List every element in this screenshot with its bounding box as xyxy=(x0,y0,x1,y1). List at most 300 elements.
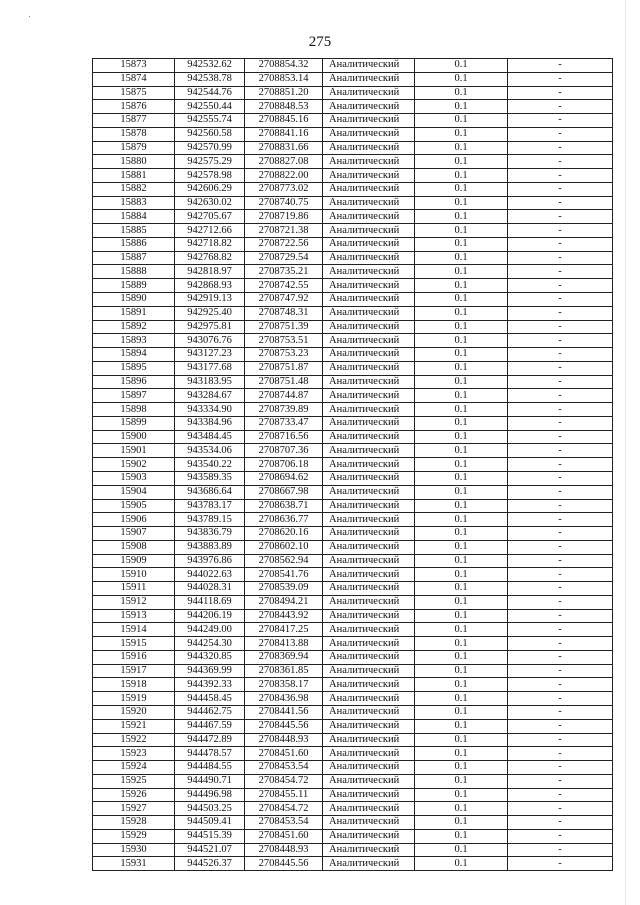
accuracy-cell: 0.1 xyxy=(415,774,508,788)
method-cell: Аналитический xyxy=(323,788,415,802)
y-coordinate-cell: 2708636.77 xyxy=(245,513,323,527)
y-coordinate-cell: 2708739.89 xyxy=(245,403,323,417)
point-number-cell: 15899 xyxy=(93,416,175,430)
accuracy-cell: 0.1 xyxy=(415,416,508,430)
note-cell: - xyxy=(508,59,613,73)
note-cell: - xyxy=(508,444,613,458)
y-coordinate-cell: 2708827.08 xyxy=(245,155,323,169)
table-row xyxy=(93,86,613,100)
note-cell: - xyxy=(508,114,613,128)
x-coordinate-cell: 942538.78 xyxy=(175,72,245,86)
note-cell: - xyxy=(508,664,613,678)
method-cell: Аналитический xyxy=(323,196,415,210)
note-cell: - xyxy=(508,430,613,444)
note-cell: - xyxy=(508,499,613,513)
table-row xyxy=(93,692,613,706)
point-number-cell: 15905 xyxy=(93,499,175,513)
method-cell: Аналитический xyxy=(323,458,415,472)
method-cell: Аналитический xyxy=(323,471,415,485)
y-coordinate-cell: 2708453.54 xyxy=(245,761,323,775)
accuracy-cell: 0.1 xyxy=(415,86,508,100)
method-cell: Аналитический xyxy=(323,637,415,651)
point-number-cell: 15918 xyxy=(93,678,175,692)
table-row xyxy=(93,774,613,788)
accuracy-cell: 0.1 xyxy=(415,265,508,279)
y-coordinate-cell: 2708453.54 xyxy=(245,816,323,830)
note-cell: - xyxy=(508,719,613,733)
point-number-cell: 15882 xyxy=(93,182,175,196)
x-coordinate-cell: 942712.66 xyxy=(175,224,245,238)
method-cell: Аналитический xyxy=(323,237,415,251)
point-number-cell: 15908 xyxy=(93,540,175,554)
accuracy-cell: 0.1 xyxy=(415,788,508,802)
x-coordinate-cell: 942705.67 xyxy=(175,210,245,224)
note-cell: - xyxy=(508,623,613,637)
method-cell: Аналитический xyxy=(323,540,415,554)
table-row xyxy=(93,348,613,362)
point-number-cell: 15898 xyxy=(93,403,175,417)
accuracy-cell: 0.1 xyxy=(415,59,508,73)
table-row xyxy=(93,458,613,472)
y-coordinate-cell: 2708740.75 xyxy=(245,196,323,210)
table-row xyxy=(93,527,613,541)
method-cell: Аналитический xyxy=(323,389,415,403)
accuracy-cell: 0.1 xyxy=(415,114,508,128)
point-number-cell: 15894 xyxy=(93,348,175,362)
method-cell: Аналитический xyxy=(323,141,415,155)
table-row xyxy=(93,141,613,155)
method-cell: Аналитический xyxy=(323,843,415,857)
y-coordinate-cell: 2708822.00 xyxy=(245,169,323,183)
y-coordinate-cell: 2708451.60 xyxy=(245,829,323,843)
point-number-cell: 15916 xyxy=(93,650,175,664)
y-coordinate-cell: 2708706.18 xyxy=(245,458,323,472)
point-number-cell: 15930 xyxy=(93,843,175,857)
y-coordinate-cell: 2708848.53 xyxy=(245,100,323,114)
method-cell: Аналитический xyxy=(323,59,415,73)
method-cell: Аналитический xyxy=(323,692,415,706)
x-coordinate-cell: 944472.89 xyxy=(175,733,245,747)
point-number-cell: 15923 xyxy=(93,747,175,761)
method-cell: Аналитический xyxy=(323,444,415,458)
table-row xyxy=(93,485,613,499)
x-coordinate-cell: 944118.69 xyxy=(175,595,245,609)
point-number-cell: 15910 xyxy=(93,568,175,582)
x-coordinate-cell: 944490.71 xyxy=(175,774,245,788)
table-row xyxy=(93,293,613,307)
method-cell: Аналитический xyxy=(323,609,415,623)
method-cell: Аналитический xyxy=(323,568,415,582)
y-coordinate-cell: 2708443.92 xyxy=(245,609,323,623)
x-coordinate-cell: 944392.33 xyxy=(175,678,245,692)
note-cell: - xyxy=(508,816,613,830)
point-number-cell: 15892 xyxy=(93,320,175,334)
note-cell: - xyxy=(508,86,613,100)
method-cell: Аналитический xyxy=(323,816,415,830)
accuracy-cell: 0.1 xyxy=(415,719,508,733)
point-number-cell: 15897 xyxy=(93,389,175,403)
accuracy-cell: 0.1 xyxy=(415,348,508,362)
point-number-cell: 15885 xyxy=(93,224,175,238)
accuracy-cell: 0.1 xyxy=(415,169,508,183)
x-coordinate-cell: 942570.99 xyxy=(175,141,245,155)
note-cell: - xyxy=(508,237,613,251)
accuracy-cell: 0.1 xyxy=(415,430,508,444)
note-cell: - xyxy=(508,774,613,788)
y-coordinate-cell: 2708721.38 xyxy=(245,224,323,238)
point-number-cell: 15919 xyxy=(93,692,175,706)
accuracy-cell: 0.1 xyxy=(415,293,508,307)
y-coordinate-cell: 2708753.51 xyxy=(245,334,323,348)
method-cell: Аналитический xyxy=(323,279,415,293)
method-cell: Аналитический xyxy=(323,733,415,747)
table-row xyxy=(93,747,613,761)
y-coordinate-cell: 2708716.56 xyxy=(245,430,323,444)
table-row xyxy=(93,224,613,238)
note-cell: - xyxy=(508,609,613,623)
point-number-cell: 15911 xyxy=(93,582,175,596)
accuracy-cell: 0.1 xyxy=(415,609,508,623)
x-coordinate-cell: 942718.82 xyxy=(175,237,245,251)
point-number-cell: 15904 xyxy=(93,485,175,499)
x-coordinate-cell: 943540.22 xyxy=(175,458,245,472)
y-coordinate-cell: 2708454.72 xyxy=(245,774,323,788)
y-coordinate-cell: 2708694.62 xyxy=(245,471,323,485)
point-number-cell: 15880 xyxy=(93,155,175,169)
accuracy-cell: 0.1 xyxy=(415,678,508,692)
accuracy-cell: 0.1 xyxy=(415,182,508,196)
accuracy-cell: 0.1 xyxy=(415,458,508,472)
point-number-cell: 15914 xyxy=(93,623,175,637)
x-coordinate-cell: 943284.67 xyxy=(175,389,245,403)
accuracy-cell: 0.1 xyxy=(415,650,508,664)
page-number: 275 xyxy=(308,34,332,50)
note-cell: - xyxy=(508,788,613,802)
method-cell: Аналитический xyxy=(323,320,415,334)
x-coordinate-cell: 942555.74 xyxy=(175,114,245,128)
x-coordinate-cell: 943789.15 xyxy=(175,513,245,527)
y-coordinate-cell: 2708451.60 xyxy=(245,747,323,761)
note-cell: - xyxy=(508,527,613,541)
x-coordinate-cell: 942532.62 xyxy=(175,59,245,73)
method-cell: Аналитический xyxy=(323,375,415,389)
accuracy-cell: 0.1 xyxy=(415,306,508,320)
method-cell: Аналитический xyxy=(323,265,415,279)
table-row xyxy=(93,169,613,183)
y-coordinate-cell: 2708773.02 xyxy=(245,182,323,196)
table-row xyxy=(93,761,613,775)
table-row xyxy=(93,540,613,554)
x-coordinate-cell: 942578.98 xyxy=(175,169,245,183)
x-coordinate-cell: 942768.82 xyxy=(175,251,245,265)
table-row xyxy=(93,72,613,86)
point-number-cell: 15878 xyxy=(93,127,175,141)
point-number-cell: 15931 xyxy=(93,857,175,871)
accuracy-cell: 0.1 xyxy=(415,568,508,582)
table-row xyxy=(93,816,613,830)
point-number-cell: 15893 xyxy=(93,334,175,348)
note-cell: - xyxy=(508,265,613,279)
table-row xyxy=(93,568,613,582)
y-coordinate-cell: 2708445.56 xyxy=(245,719,323,733)
accuracy-cell: 0.1 xyxy=(415,664,508,678)
method-cell: Аналитический xyxy=(323,72,415,86)
x-coordinate-cell: 943976.86 xyxy=(175,554,245,568)
method-cell: Аналитический xyxy=(323,210,415,224)
note-cell: - xyxy=(508,829,613,843)
method-cell: Аналитический xyxy=(323,403,415,417)
table-row xyxy=(93,678,613,692)
note-cell: - xyxy=(508,389,613,403)
point-number-cell: 15881 xyxy=(93,169,175,183)
x-coordinate-cell: 944478.57 xyxy=(175,747,245,761)
note-cell: - xyxy=(508,582,613,596)
accuracy-cell: 0.1 xyxy=(415,582,508,596)
accuracy-cell: 0.1 xyxy=(415,100,508,114)
accuracy-cell: 0.1 xyxy=(415,237,508,251)
x-coordinate-cell: 942630.02 xyxy=(175,196,245,210)
note-cell: - xyxy=(508,761,613,775)
x-coordinate-cell: 942818.97 xyxy=(175,265,245,279)
point-number-cell: 15874 xyxy=(93,72,175,86)
point-number-cell: 15888 xyxy=(93,265,175,279)
table-row xyxy=(93,334,613,348)
point-number-cell: 15913 xyxy=(93,609,175,623)
method-cell: Аналитический xyxy=(323,513,415,527)
x-coordinate-cell: 942868.93 xyxy=(175,279,245,293)
note-cell: - xyxy=(508,375,613,389)
point-number-cell: 15912 xyxy=(93,595,175,609)
table-row xyxy=(93,843,613,857)
method-cell: Аналитический xyxy=(323,224,415,238)
y-coordinate-cell: 2708445.56 xyxy=(245,857,323,871)
y-coordinate-cell: 2708441.56 xyxy=(245,705,323,719)
method-cell: Аналитический xyxy=(323,114,415,128)
point-number-cell: 15915 xyxy=(93,637,175,651)
method-cell: Аналитический xyxy=(323,774,415,788)
x-coordinate-cell: 942606.29 xyxy=(175,182,245,196)
note-cell: - xyxy=(508,843,613,857)
y-coordinate-cell: 2708831.66 xyxy=(245,141,323,155)
note-cell: - xyxy=(508,595,613,609)
accuracy-cell: 0.1 xyxy=(415,403,508,417)
table-row xyxy=(93,265,613,279)
accuracy-cell: 0.1 xyxy=(415,747,508,761)
point-number-cell: 15876 xyxy=(93,100,175,114)
method-cell: Аналитический xyxy=(323,182,415,196)
accuracy-cell: 0.1 xyxy=(415,210,508,224)
y-coordinate-cell: 2708454.72 xyxy=(245,802,323,816)
accuracy-cell: 0.1 xyxy=(415,705,508,719)
y-coordinate-cell: 2708719.86 xyxy=(245,210,323,224)
method-cell: Аналитический xyxy=(323,306,415,320)
note-cell: - xyxy=(508,554,613,568)
method-cell: Аналитический xyxy=(323,86,415,100)
accuracy-cell: 0.1 xyxy=(415,361,508,375)
table-row xyxy=(93,664,613,678)
x-coordinate-cell: 943484.45 xyxy=(175,430,245,444)
note-cell: - xyxy=(508,155,613,169)
method-cell: Аналитический xyxy=(323,430,415,444)
table-row xyxy=(93,114,613,128)
point-number-cell: 15928 xyxy=(93,816,175,830)
table-row xyxy=(93,609,613,623)
x-coordinate-cell: 943334.90 xyxy=(175,403,245,417)
table-row xyxy=(93,444,613,458)
y-coordinate-cell: 2708751.48 xyxy=(245,375,323,389)
y-coordinate-cell: 2708413.88 xyxy=(245,637,323,651)
scan-edge-line xyxy=(625,0,626,905)
accuracy-cell: 0.1 xyxy=(415,733,508,747)
method-cell: Аналитический xyxy=(323,582,415,596)
y-coordinate-cell: 2708845.16 xyxy=(245,114,323,128)
point-number-cell: 15900 xyxy=(93,430,175,444)
note-cell: - xyxy=(508,169,613,183)
scan-speck xyxy=(29,16,30,17)
x-coordinate-cell: 943183.95 xyxy=(175,375,245,389)
x-coordinate-cell: 944320.85 xyxy=(175,650,245,664)
table-row xyxy=(93,403,613,417)
table-row xyxy=(93,320,613,334)
y-coordinate-cell: 2708748.31 xyxy=(245,306,323,320)
y-coordinate-cell: 2708841.16 xyxy=(245,127,323,141)
note-cell: - xyxy=(508,348,613,362)
y-coordinate-cell: 2708753.23 xyxy=(245,348,323,362)
note-cell: - xyxy=(508,224,613,238)
y-coordinate-cell: 2708358.17 xyxy=(245,678,323,692)
x-coordinate-cell: 943883.89 xyxy=(175,540,245,554)
point-number-cell: 15886 xyxy=(93,237,175,251)
y-coordinate-cell: 2708602.10 xyxy=(245,540,323,554)
table-row xyxy=(93,251,613,265)
x-coordinate-cell: 944022.63 xyxy=(175,568,245,582)
point-number-cell: 15890 xyxy=(93,293,175,307)
y-coordinate-cell: 2708539.09 xyxy=(245,582,323,596)
accuracy-cell: 0.1 xyxy=(415,485,508,499)
note-cell: - xyxy=(508,182,613,196)
x-coordinate-cell: 942925.40 xyxy=(175,306,245,320)
point-number-cell: 15907 xyxy=(93,527,175,541)
x-coordinate-cell: 943076.76 xyxy=(175,334,245,348)
y-coordinate-cell: 2708620.16 xyxy=(245,527,323,541)
y-coordinate-cell: 2708562.94 xyxy=(245,554,323,568)
y-coordinate-cell: 2708742.55 xyxy=(245,279,323,293)
method-cell: Аналитический xyxy=(323,251,415,265)
point-number-cell: 15889 xyxy=(93,279,175,293)
x-coordinate-cell: 942550.44 xyxy=(175,100,245,114)
point-number-cell: 15927 xyxy=(93,802,175,816)
x-coordinate-cell: 944521.07 xyxy=(175,843,245,857)
point-number-cell: 15884 xyxy=(93,210,175,224)
point-number-cell: 15925 xyxy=(93,774,175,788)
point-number-cell: 15929 xyxy=(93,829,175,843)
point-number-cell: 15873 xyxy=(93,59,175,73)
accuracy-cell: 0.1 xyxy=(415,513,508,527)
x-coordinate-cell: 944526.37 xyxy=(175,857,245,871)
y-coordinate-cell: 2708361.85 xyxy=(245,664,323,678)
table-row xyxy=(93,595,613,609)
note-cell: - xyxy=(508,403,613,417)
accuracy-cell: 0.1 xyxy=(415,375,508,389)
x-coordinate-cell: 943534.06 xyxy=(175,444,245,458)
table-row xyxy=(93,582,613,596)
accuracy-cell: 0.1 xyxy=(415,816,508,830)
table-row xyxy=(93,733,613,747)
table-row xyxy=(93,499,613,513)
x-coordinate-cell: 943127.23 xyxy=(175,348,245,362)
x-coordinate-cell: 944369.99 xyxy=(175,664,245,678)
point-number-cell: 15887 xyxy=(93,251,175,265)
note-cell: - xyxy=(508,678,613,692)
note-cell: - xyxy=(508,306,613,320)
point-number-cell: 15877 xyxy=(93,114,175,128)
note-cell: - xyxy=(508,72,613,86)
method-cell: Аналитический xyxy=(323,100,415,114)
y-coordinate-cell: 2708667.98 xyxy=(245,485,323,499)
method-cell: Аналитический xyxy=(323,293,415,307)
table-row xyxy=(93,59,613,73)
x-coordinate-cell: 944458.45 xyxy=(175,692,245,706)
method-cell: Аналитический xyxy=(323,155,415,169)
accuracy-cell: 0.1 xyxy=(415,320,508,334)
note-cell: - xyxy=(508,361,613,375)
table-row xyxy=(93,637,613,651)
accuracy-cell: 0.1 xyxy=(415,334,508,348)
point-number-cell: 15924 xyxy=(93,761,175,775)
note-cell: - xyxy=(508,210,613,224)
method-cell: Аналитический xyxy=(323,554,415,568)
y-coordinate-cell: 2708707.36 xyxy=(245,444,323,458)
coordinates-table xyxy=(92,58,613,871)
accuracy-cell: 0.1 xyxy=(415,279,508,293)
y-coordinate-cell: 2708851.20 xyxy=(245,86,323,100)
note-cell: - xyxy=(508,416,613,430)
y-coordinate-cell: 2708369.94 xyxy=(245,650,323,664)
x-coordinate-cell: 943783.17 xyxy=(175,499,245,513)
accuracy-cell: 0.1 xyxy=(415,829,508,843)
y-coordinate-cell: 2708494.21 xyxy=(245,595,323,609)
method-cell: Аналитический xyxy=(323,348,415,362)
y-coordinate-cell: 2708541.76 xyxy=(245,568,323,582)
accuracy-cell: 0.1 xyxy=(415,843,508,857)
x-coordinate-cell: 943589.35 xyxy=(175,471,245,485)
point-number-cell: 15883 xyxy=(93,196,175,210)
accuracy-cell: 0.1 xyxy=(415,444,508,458)
method-cell: Аналитический xyxy=(323,595,415,609)
method-cell: Аналитический xyxy=(323,650,415,664)
table-row xyxy=(93,127,613,141)
accuracy-cell: 0.1 xyxy=(415,802,508,816)
x-coordinate-cell: 944503.25 xyxy=(175,802,245,816)
table-row xyxy=(93,650,613,664)
method-cell: Аналитический xyxy=(323,127,415,141)
table-body xyxy=(93,59,613,871)
note-cell: - xyxy=(508,279,613,293)
accuracy-cell: 0.1 xyxy=(415,692,508,706)
note-cell: - xyxy=(508,650,613,664)
y-coordinate-cell: 2708744.87 xyxy=(245,389,323,403)
point-number-cell: 15896 xyxy=(93,375,175,389)
table-row xyxy=(93,306,613,320)
table-row xyxy=(93,829,613,843)
note-cell: - xyxy=(508,637,613,651)
table-row xyxy=(93,375,613,389)
table-row xyxy=(93,513,613,527)
accuracy-cell: 0.1 xyxy=(415,637,508,651)
method-cell: Аналитический xyxy=(323,857,415,871)
note-cell: - xyxy=(508,733,613,747)
method-cell: Аналитический xyxy=(323,747,415,761)
